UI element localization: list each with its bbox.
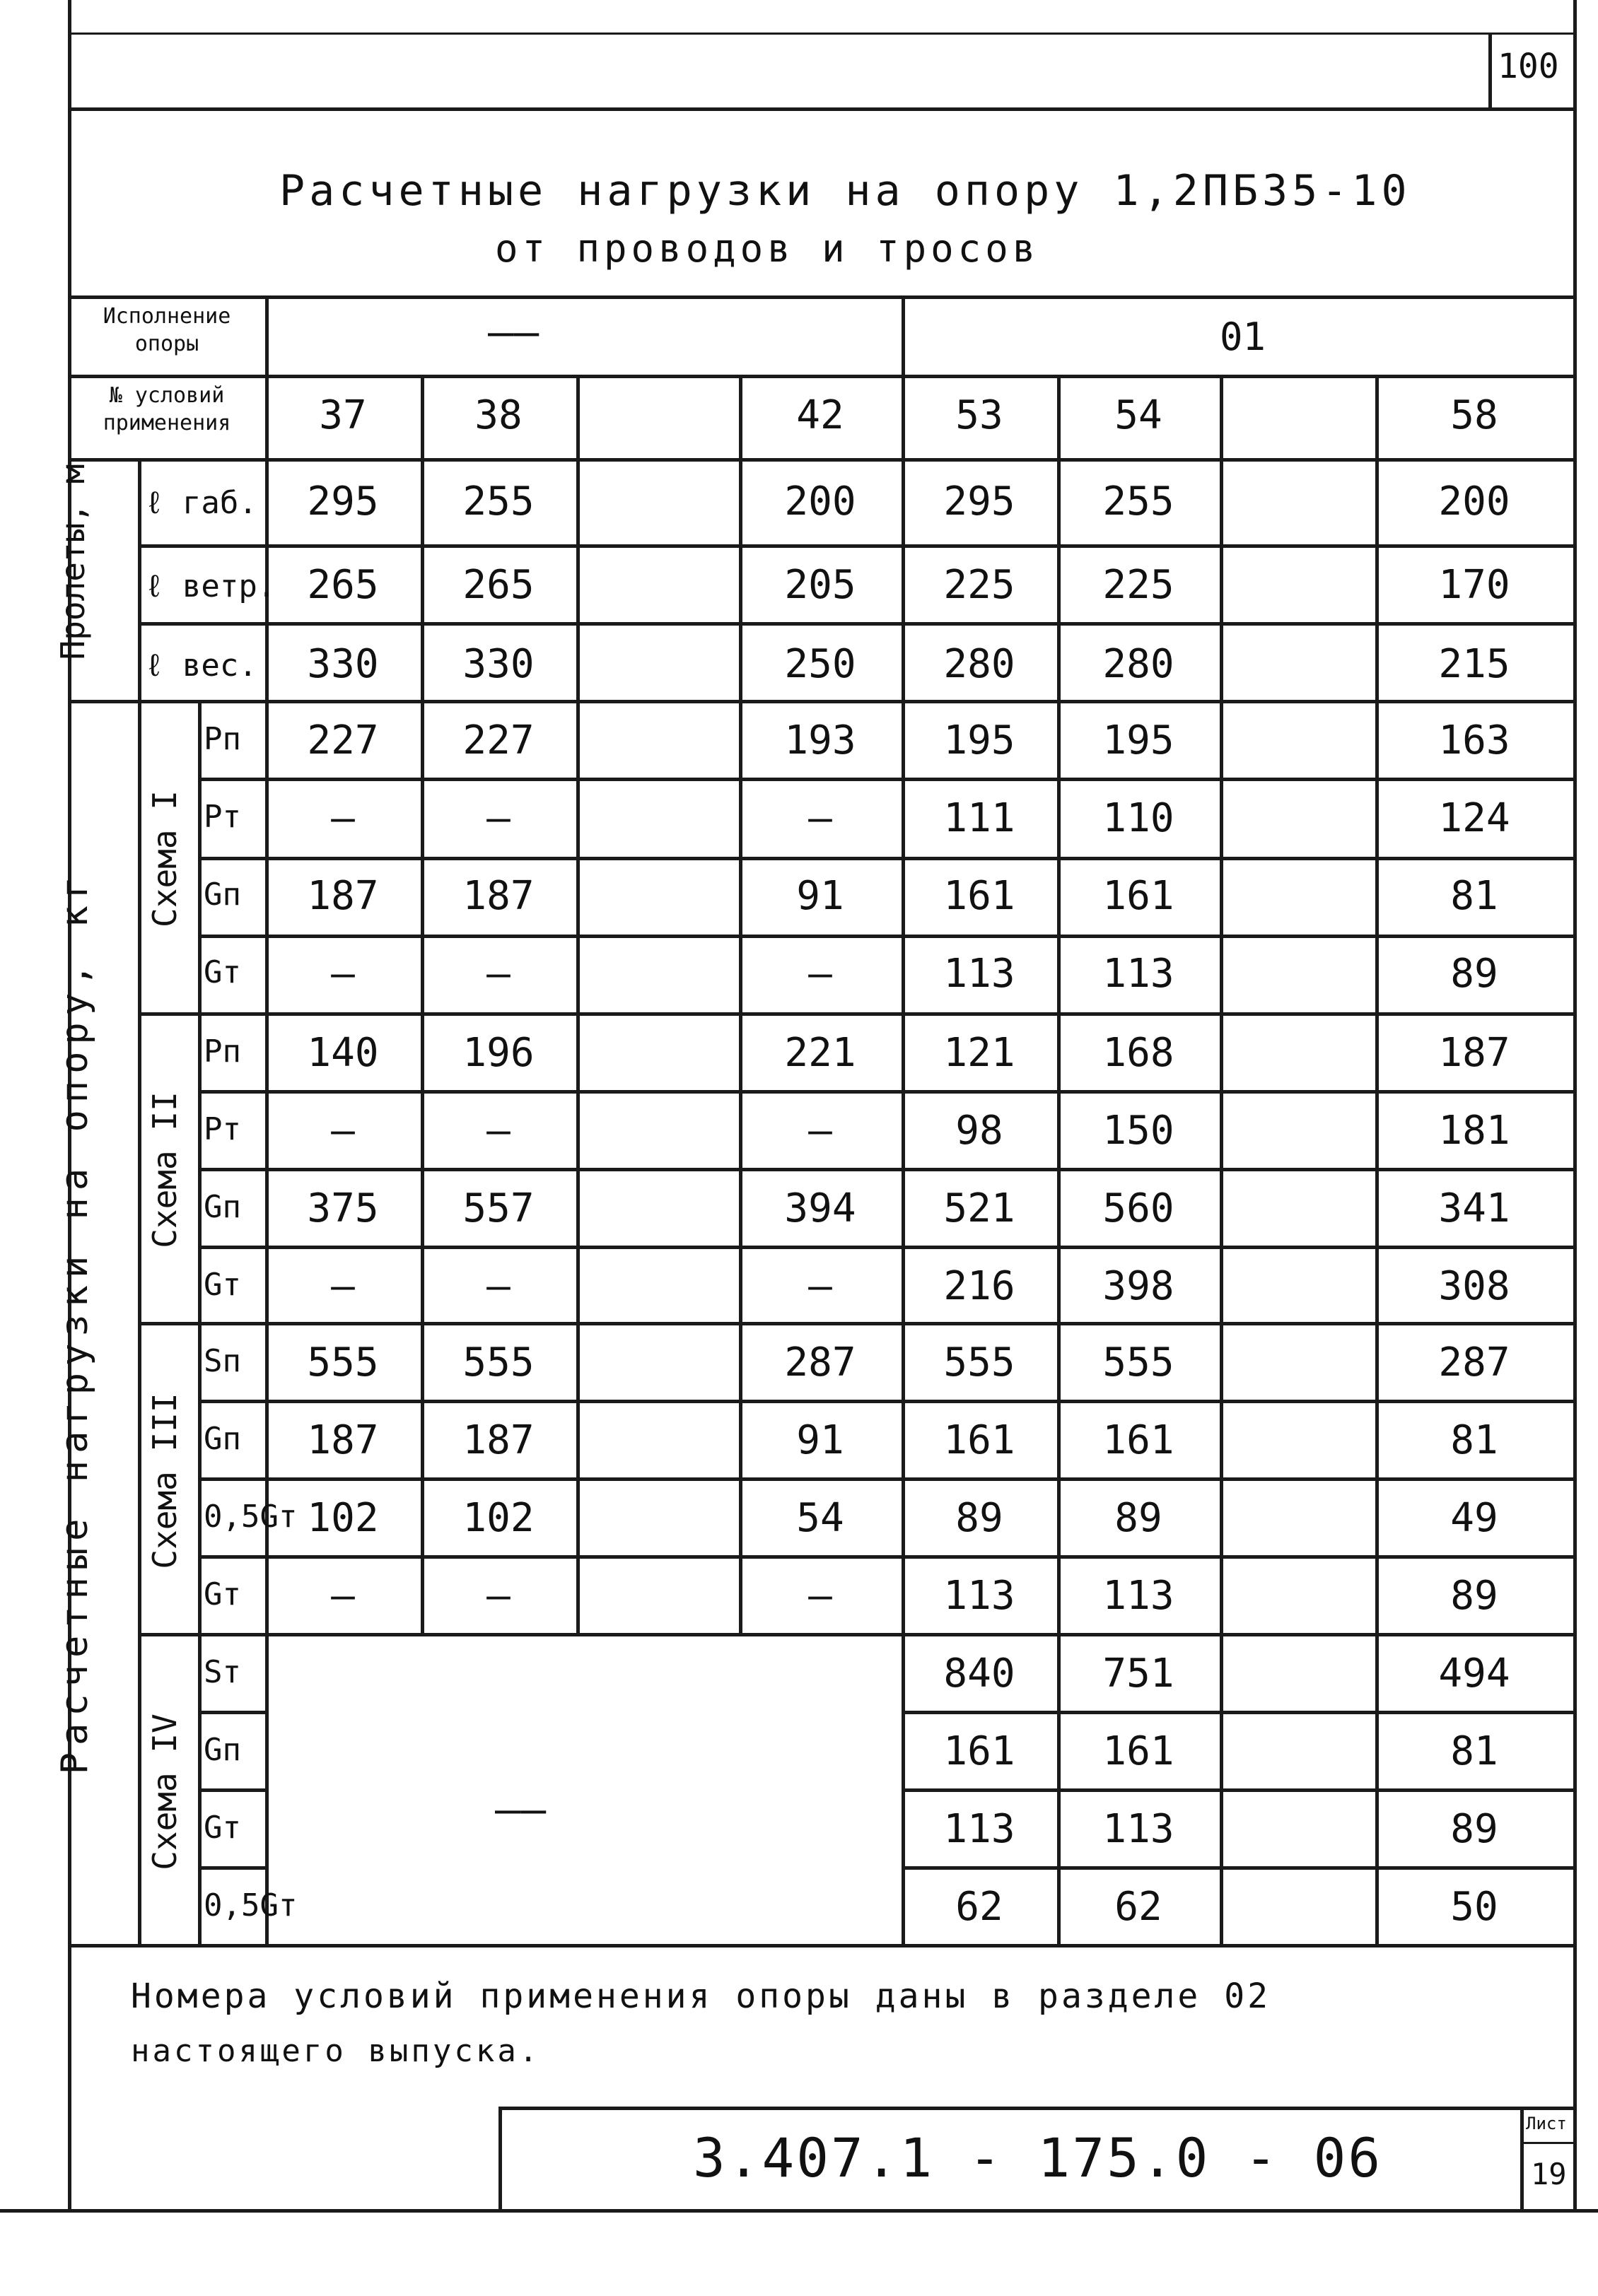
table-cell: 113: [943, 951, 1015, 997]
table-cell: 280: [943, 641, 1015, 687]
table-cell: 398: [1102, 1263, 1174, 1309]
table-cell: —: [808, 1263, 832, 1309]
table-line: [902, 1866, 1573, 1870]
table-cell: 255: [462, 479, 535, 525]
table-line: [138, 622, 1573, 626]
table-cell: 557: [462, 1185, 535, 1231]
table-cell: 295: [307, 479, 379, 525]
table-cell: 113: [1102, 1806, 1174, 1852]
scheme-iv-merged-dash: ——: [495, 1785, 547, 1834]
table-cell: 62: [1114, 1884, 1162, 1930]
scheme-row-label: Pт: [204, 799, 241, 835]
table-cell: 196: [462, 1030, 535, 1076]
scheme-row-label: Gп: [204, 1421, 241, 1457]
frame-right-line: [1573, 0, 1577, 2213]
table-cell: —: [486, 1108, 511, 1154]
table-cell: 330: [307, 641, 379, 687]
table-line: [198, 1090, 1573, 1094]
table-cell: 91: [796, 1417, 844, 1463]
table-line: [198, 1477, 1573, 1481]
table-cell: 187: [1438, 1030, 1510, 1076]
scheme-row-label: Gт: [204, 1267, 241, 1303]
table-line: [198, 1866, 269, 1870]
table-cell: 187: [462, 1417, 535, 1463]
table-cell: —: [808, 1573, 832, 1619]
table-cell: 200: [1438, 479, 1510, 525]
table-cell: 265: [462, 562, 535, 608]
table-cell: 161: [943, 873, 1015, 919]
scheme-label: Схема I: [146, 790, 184, 927]
spans-group-label: Пролеты, м: [54, 464, 92, 660]
scheme-row-label: 0,5Gт: [204, 1499, 298, 1535]
table-cell: 181: [1438, 1108, 1510, 1154]
table-cell: 89: [1450, 951, 1498, 997]
table-vline: [138, 458, 141, 1944]
table-vline: [576, 375, 580, 1633]
span-row-label: ℓ ветр.: [145, 568, 276, 604]
table-cell: 555: [943, 1340, 1015, 1386]
table-cell: 555: [462, 1340, 535, 1386]
column-header: 38: [474, 392, 523, 438]
stamp-sheet-line: [1520, 2107, 1524, 2213]
scheme-row-label: Gт: [204, 1810, 241, 1846]
table-cell: 187: [462, 873, 535, 919]
table-cell: 168: [1102, 1030, 1174, 1076]
page-title: Расчетные нагрузки на опору 1,2ПБ35-10: [279, 166, 1411, 216]
column-header: 37: [319, 392, 367, 438]
table-cell: —: [486, 1573, 511, 1619]
table-cell: 89: [1450, 1806, 1498, 1852]
table-cell: 215: [1438, 641, 1510, 687]
table-top-line: [68, 295, 1573, 299]
page-bottom-line: [0, 2209, 1598, 2213]
table-cell: —: [331, 1108, 355, 1154]
table-line: [68, 375, 1573, 378]
column-header: 54: [1114, 392, 1162, 438]
table-cell: 163: [1438, 718, 1510, 763]
variant-01: 01: [1220, 315, 1266, 359]
span-row-label: ℓ габ.: [145, 485, 257, 521]
table-line: [198, 1168, 1573, 1171]
table-vline: [1220, 375, 1223, 1944]
table-cell: —: [486, 1263, 511, 1309]
scheme-row-label: 0,5Gт: [204, 1887, 298, 1923]
table-cell: 113: [1102, 1573, 1174, 1619]
table-line: [198, 1555, 1573, 1559]
table-cell: 91: [796, 873, 844, 919]
table-vline: [1375, 375, 1379, 1944]
table-cell: 308: [1438, 1263, 1510, 1309]
scheme-label: Схема IV: [146, 1714, 184, 1870]
table-cell: 521: [943, 1185, 1015, 1231]
table-cell: 227: [307, 718, 379, 763]
table-line: [902, 1711, 1573, 1714]
conditions-header-label: № условий применения: [103, 383, 231, 435]
header-bottom-line: [68, 107, 1577, 111]
table-cell: 555: [1102, 1340, 1174, 1386]
table-cell: 394: [784, 1185, 856, 1231]
table-vline: [739, 375, 742, 1633]
table-cell: —: [808, 1108, 832, 1154]
table-cell: 89: [1114, 1495, 1162, 1541]
table-cell: 81: [1450, 1728, 1498, 1774]
span-row-label: ℓ вес.: [145, 648, 257, 684]
stamp-sheet-divider: [1520, 2142, 1575, 2144]
stamp-left-line: [498, 2107, 502, 2213]
sheet-number-box-line: [1488, 33, 1492, 109]
table-line: [198, 1788, 269, 1792]
variant-dash: ——: [488, 308, 540, 357]
table-vline: [265, 295, 269, 1944]
table-line: [198, 1400, 1573, 1403]
table-cell: 161: [943, 1417, 1015, 1463]
document-code: 3.407.1 - 175.0 - 06: [693, 2126, 1383, 2189]
table-cell: 102: [307, 1495, 379, 1541]
table-cell: —: [486, 795, 511, 841]
table-cell: 121: [943, 1030, 1015, 1076]
table-line: [198, 857, 1573, 860]
table-cell: 161: [1102, 873, 1174, 919]
table-cell: 195: [1102, 718, 1174, 763]
table-cell: 187: [307, 1417, 379, 1463]
table-line: [138, 1322, 1573, 1325]
scheme-row-label: Sп: [204, 1343, 241, 1379]
table-cell: 140: [307, 1030, 379, 1076]
table-cell: 375: [307, 1185, 379, 1231]
table-cell: 840: [943, 1651, 1015, 1697]
table-cell: 50: [1450, 1884, 1498, 1930]
scheme-label: Схема III: [146, 1393, 184, 1569]
table-line: [198, 778, 1573, 781]
table-vline: [421, 375, 424, 1633]
note-line-1: Номера условий применения опоры даны в разделе 02: [131, 1976, 1271, 2016]
table-vline: [1057, 375, 1061, 1944]
table-line: [902, 1788, 1573, 1792]
table-cell: 111: [943, 795, 1015, 841]
table-cell: —: [331, 1263, 355, 1309]
column-header: 42: [796, 392, 844, 438]
table-cell: 250: [784, 641, 856, 687]
table-line: [198, 935, 1573, 938]
table-cell: 195: [943, 718, 1015, 763]
table-cell: 110: [1102, 795, 1174, 841]
table-cell: —: [808, 951, 832, 997]
table-cell: 255: [1102, 479, 1174, 525]
table-cell: —: [331, 1573, 355, 1619]
table-cell: 113: [943, 1806, 1015, 1852]
table-cell: 62: [955, 1884, 1003, 1930]
table-cell: 49: [1450, 1495, 1498, 1541]
scheme-label: Схема II: [146, 1091, 184, 1248]
table-line: [68, 458, 1573, 462]
table-cell: 187: [307, 873, 379, 919]
table-cell: 124: [1438, 795, 1510, 841]
sheet-number: 100: [1498, 47, 1559, 86]
table-line: [138, 1012, 1573, 1016]
table-cell: 193: [784, 718, 856, 763]
column-header: 58: [1450, 392, 1498, 438]
scheme-row-label: Gп: [204, 877, 241, 913]
table-cell: 150: [1102, 1108, 1174, 1154]
scheme-row-label: Sт: [204, 1654, 241, 1690]
table-cell: 227: [462, 718, 535, 763]
table-cell: 161: [1102, 1728, 1174, 1774]
scheme-row-label: Gт: [204, 954, 241, 990]
table-cell: 295: [943, 479, 1015, 525]
table-cell: 225: [1102, 562, 1174, 608]
table-cell: —: [808, 795, 832, 841]
page-subtitle: от проводов и тросов: [495, 226, 1040, 271]
stamp-top-line: [498, 2107, 1577, 2110]
table-cell: 280: [1102, 641, 1174, 687]
table-cell: 287: [1438, 1340, 1510, 1386]
table-line: [198, 1711, 269, 1714]
table-cell: 113: [943, 1573, 1015, 1619]
table-line: [198, 1246, 1573, 1249]
table-vline: [198, 700, 202, 1944]
table-cell: 89: [955, 1495, 1003, 1541]
table-cell: 265: [307, 562, 379, 608]
table-cell: 161: [943, 1728, 1015, 1774]
table-cell: 287: [784, 1340, 856, 1386]
sheet-label: Лист: [1526, 2114, 1567, 2133]
table-cell: 205: [784, 562, 856, 608]
table-cell: 341: [1438, 1185, 1510, 1231]
table-cell: 200: [784, 479, 856, 525]
scheme-row-label: Pп: [204, 1033, 241, 1070]
scheme-row-label: Pт: [204, 1111, 241, 1147]
table-cell: 221: [784, 1030, 856, 1076]
table-cell: 216: [943, 1263, 1015, 1309]
column-header: 53: [955, 392, 1003, 438]
loads-group-label: Расчетные нагрузки на опору, кг: [54, 869, 96, 1775]
table-cell: —: [331, 795, 355, 841]
table-cell: 494: [1438, 1651, 1510, 1697]
scheme-row-label: Pп: [204, 721, 241, 757]
table-line: [138, 1633, 1573, 1636]
scheme-row-label: Gп: [204, 1189, 241, 1225]
table-cell: 89: [1450, 1573, 1498, 1619]
table-cell: 161: [1102, 1417, 1174, 1463]
variant-header-label: Исполнение опоры: [103, 304, 231, 356]
scheme-row-label: Gп: [204, 1732, 241, 1768]
table-cell: 113: [1102, 951, 1174, 997]
table-vline: [902, 295, 905, 1944]
table-cell: 225: [943, 562, 1015, 608]
table-cell: 555: [307, 1340, 379, 1386]
table-cell: 170: [1438, 562, 1510, 608]
table-cell: 98: [955, 1108, 1003, 1154]
frame-top-line: [68, 33, 1577, 35]
table-bottom-line: [68, 1944, 1573, 1948]
table-cell: 102: [462, 1495, 535, 1541]
table-cell: 560: [1102, 1185, 1174, 1231]
note-line-2: настоящего выпуска.: [131, 2033, 541, 2069]
sheet-page: 19: [1531, 2157, 1567, 2191]
table-cell: 81: [1450, 1417, 1498, 1463]
table-cell: —: [486, 951, 511, 997]
table-cell: 330: [462, 641, 535, 687]
table-cell: 751: [1102, 1651, 1174, 1697]
table-cell: 54: [796, 1495, 844, 1541]
table-line: [138, 544, 1573, 548]
table-cell: —: [331, 951, 355, 997]
scheme-row-label: Gт: [204, 1576, 241, 1612]
table-line: [68, 700, 1573, 703]
table-cell: 81: [1450, 873, 1498, 919]
